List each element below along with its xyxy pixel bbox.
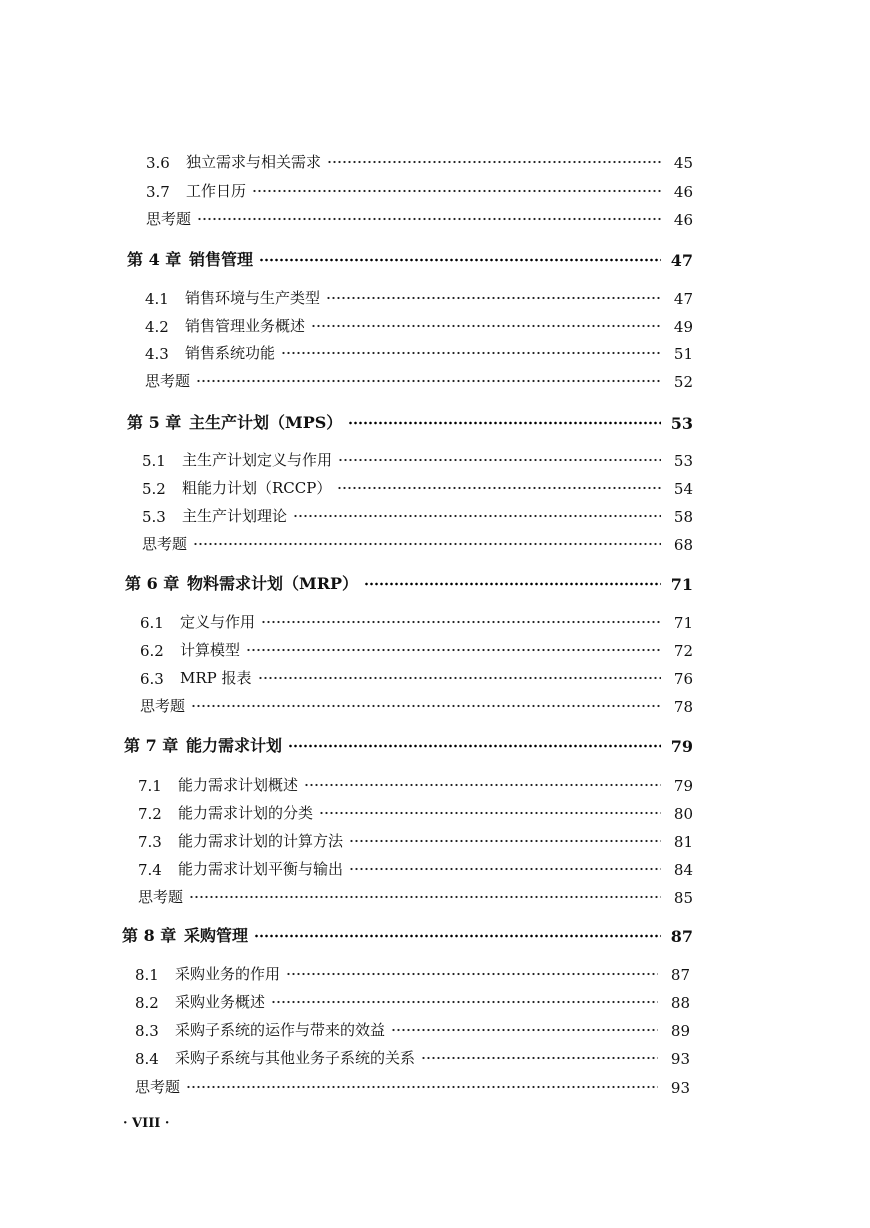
dot-leader [338,454,661,466]
dot-leader [246,644,661,656]
section-number: 5.3 [142,508,166,526]
entry-title: 能力需求计划平衡与输出 [178,860,344,878]
entry-title: 主生产计划定义与作用 [182,451,333,469]
page-number: 93 [670,1079,690,1097]
dot-leader [258,672,661,684]
entry-title: 采购业务的作用 [175,965,281,983]
section-number: 3.6 [146,154,170,172]
chapter-number: 第 6 章 [125,574,180,593]
page-number: 87 [670,927,693,946]
entry-title: 思考题 [138,888,184,906]
section-number: 6.3 [140,670,164,688]
dot-leader [364,578,661,590]
page-number: 47 [670,251,693,270]
page-number: 53 [673,452,693,470]
toc-section-entry [135,990,690,1012]
entry-title: 物料需求计划（MRP） [187,574,359,593]
page-number: 80 [673,805,693,823]
toc-section-entry [138,773,693,795]
page-number: 81 [673,833,693,851]
dot-leader [326,292,661,304]
chapter-number: 第 4 章 [127,250,182,269]
entry-title: 销售系统功能 [185,344,276,362]
toc-section-entry [140,610,693,632]
toc-section-entry [145,286,693,308]
page-number: 88 [670,994,690,1012]
entry-title: 主生产计划理论 [182,507,288,525]
page-number: 71 [670,575,693,594]
toc-section-entry [138,857,693,879]
section-number: 7.2 [138,805,162,823]
dot-leader [254,930,661,942]
page-number: 79 [673,777,693,795]
page-number: 49 [673,318,693,336]
dot-leader [191,700,661,712]
toc-chapter-entry [127,411,693,433]
page-number: 79 [670,737,693,756]
page-number: 93 [670,1050,690,1068]
chapter-number: 第 5 章 [127,413,182,432]
dot-leader [193,538,661,550]
dot-leader [327,156,661,168]
dot-leader [349,835,661,847]
toc-section-entry [140,666,693,688]
toc-section-entry [145,341,693,363]
dot-leader [252,185,661,197]
page-number: 68 [673,536,693,554]
entry-title: 思考题 [146,210,192,228]
toc-section-entry [140,638,693,660]
section-number: 6.1 [140,614,164,632]
entry-title: 独立需求与相关需求 [186,153,322,171]
entry-title: 思考题 [140,697,186,715]
dot-leader [421,1052,658,1064]
entry-title: 工作日历 [186,182,247,200]
dot-leader [196,375,661,387]
dot-leader [288,740,661,752]
page-number: 46 [673,183,693,201]
entry-title: 计算模型 [180,641,241,659]
page-number: 47 [673,290,693,308]
section-number: 4.2 [145,318,169,336]
toc-chapter-entry [125,572,693,594]
toc-questions-entry [142,532,693,554]
toc-chapter-entry [124,734,693,756]
dot-leader [261,616,661,628]
dot-leader [304,779,661,791]
entry-title: 采购子系统的运作与带来的效益 [175,1021,386,1039]
page-number: 58 [673,508,693,526]
dot-leader [259,254,661,266]
entry-title: 思考题 [135,1078,181,1096]
page-number: 72 [673,642,693,660]
section-number: 8.2 [135,994,159,1012]
dot-leader [337,482,661,494]
dot-leader [349,863,661,875]
toc-section-entry [135,1046,690,1068]
toc-section-entry [142,504,693,526]
section-number: 8.3 [135,1022,159,1040]
toc-section-entry [146,179,693,201]
entry-title: MRP 报表 [180,669,252,687]
page-number: 87 [670,966,690,984]
toc-questions-entry [145,369,693,391]
chapter-number: 第 7 章 [124,736,179,755]
page-number: 84 [673,861,693,879]
entry-title: 主生产计划（MPS） [189,413,343,432]
page-number-footer: · VIII · [123,1116,170,1131]
section-number: 8.4 [135,1050,159,1068]
toc-questions-entry [140,694,693,716]
entry-title: 销售管理 [189,250,254,269]
section-number: 8.1 [135,966,159,984]
toc-section-entry [142,448,693,470]
dot-leader [197,213,661,225]
section-number: 7.1 [138,777,162,795]
page-number: 51 [673,345,693,363]
entry-title: 销售管理业务概述 [185,317,306,335]
page-number: 78 [673,698,693,716]
section-number: 4.3 [145,345,169,363]
dot-leader [281,347,661,359]
page-number: 85 [673,889,693,907]
entry-title: 思考题 [145,372,191,390]
section-number: 6.2 [140,642,164,660]
section-number: 3.7 [146,183,170,201]
dot-leader [271,996,658,1008]
page-number: 71 [673,614,693,632]
entry-title: 定义与作用 [180,613,256,631]
toc-section-entry [142,476,693,498]
toc-questions-entry [146,207,693,229]
dot-leader [189,891,661,903]
dot-leader [319,807,661,819]
toc-section-entry [145,314,693,336]
page-number: 54 [673,480,693,498]
page-number: 46 [673,211,693,229]
dot-leader [348,417,661,429]
dot-leader [391,1024,658,1036]
entry-title: 粗能力计划（RCCP） [182,479,332,497]
entry-title: 采购子系统与其他业务子系统的关系 [175,1049,416,1067]
entry-title: 能力需求计划 [186,736,283,755]
dot-leader [311,320,661,332]
page-number: 76 [673,670,693,688]
dot-leader [186,1081,658,1093]
page-number: 89 [670,1022,690,1040]
entry-title: 能力需求计划的计算方法 [178,832,344,850]
toc-section-entry [135,1018,690,1040]
toc-section-entry [135,962,690,984]
entry-title: 采购业务概述 [175,993,266,1011]
dot-leader [293,510,661,522]
section-number: 4.1 [145,290,169,308]
page-number: 45 [673,154,693,172]
entry-title: 能力需求计划的分类 [178,804,314,822]
section-number: 7.3 [138,833,162,851]
toc-chapter-entry [122,924,693,946]
toc-questions-entry [138,885,693,907]
entry-title: 采购管理 [184,926,249,945]
chapter-number: 第 8 章 [122,926,177,945]
entry-title: 思考题 [142,535,188,553]
section-number: 7.4 [138,861,162,879]
toc-questions-entry [135,1075,690,1097]
dot-leader [286,968,658,980]
section-number: 5.2 [142,480,166,498]
page-number: 52 [673,373,693,391]
page-number: 53 [670,414,693,433]
toc-section-entry [138,829,693,851]
toc-section-entry [138,801,693,823]
toc-section-entry [146,150,693,172]
section-number: 5.1 [142,452,166,470]
entry-title: 能力需求计划概述 [178,776,299,794]
toc-chapter-entry [127,248,693,270]
entry-title: 销售环境与生产类型 [185,289,321,307]
